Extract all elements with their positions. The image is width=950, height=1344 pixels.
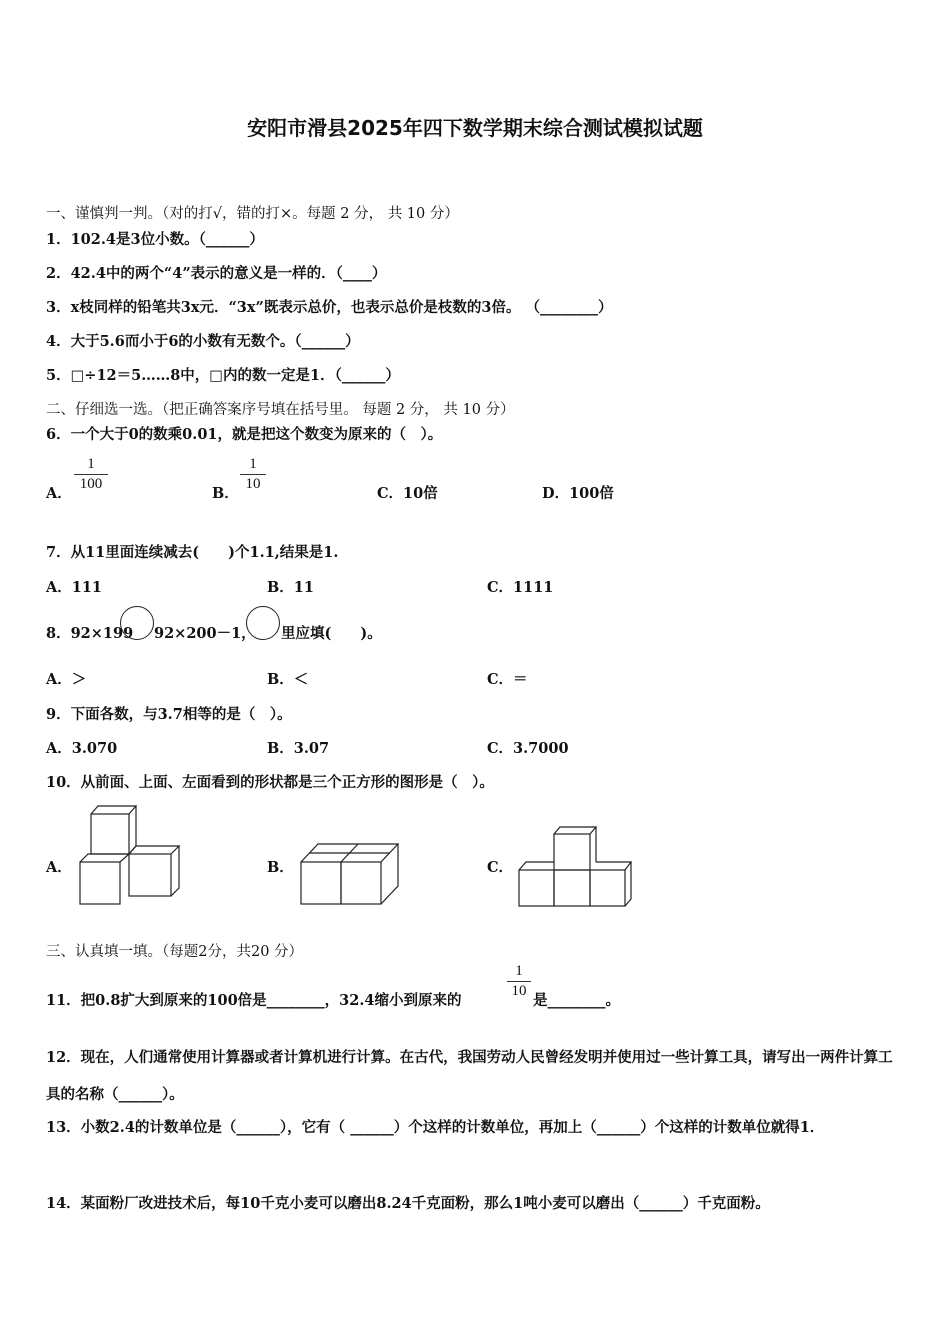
q7-option-c: C．1111 bbox=[487, 579, 554, 596]
question-14: 14．某面粉厂改进技术后，每10千克小麦可以磨出8.24千克面粉，那么1吨小麦可以磨出（______）千克面粉。 bbox=[46, 1195, 770, 1212]
q8-part3: 里应填( )。 bbox=[281, 625, 382, 642]
q6-option-d: D．100倍 bbox=[542, 485, 614, 502]
question-2: 2．42.4中的两个“4”表示的意义是一样的．（____） bbox=[46, 265, 387, 282]
question-3: 3．x枝同样的铅笔共3x元．“3x”既表示总价，也表示总价是枝数的3倍。 （________） bbox=[46, 299, 613, 316]
q9-option-c: C．3.7000 bbox=[487, 740, 569, 757]
question-1: 1．102.4是3位小数。（______） bbox=[46, 231, 264, 248]
q11-fraction bbox=[507, 963, 531, 1000]
page-title: 安阳市滑县2025年四下数学期末综合测试模拟试题 bbox=[247, 116, 703, 140]
section3-heading: 三、认真填一填。（每题2分，共20 分） bbox=[46, 944, 304, 960]
q6-option-a-fraction bbox=[74, 456, 108, 493]
q6-option-a-label: A． bbox=[46, 485, 72, 502]
q10-option-b-label: B． bbox=[267, 859, 294, 876]
fraction-denominator: 10 bbox=[511, 983, 527, 999]
question-10: 10．从前面、上面、左面看到的形状都是三个正方形的图形是（ ）。 bbox=[46, 774, 494, 791]
q7-option-b: B．11 bbox=[267, 579, 314, 596]
q8-option-b: B．＜ bbox=[267, 671, 309, 688]
fraction-bar bbox=[74, 474, 108, 475]
q8-option-c: C．＝ bbox=[487, 671, 528, 688]
q10-option-a-label: A． bbox=[46, 859, 72, 876]
q10-option-b-figure bbox=[298, 840, 404, 908]
q10-option-a-figure bbox=[76, 802, 186, 908]
q8-part1: 8．92×199 bbox=[46, 625, 134, 642]
q10-option-c-label: C． bbox=[487, 859, 514, 876]
q6-option-b-fraction bbox=[240, 456, 266, 493]
question-6: 6．一个大于0的数乘0.01，就是把这个数变为原来的（ ）。 bbox=[46, 426, 443, 443]
q7-option-a: A．111 bbox=[46, 579, 103, 596]
question-13: 13．小数2.4的计数单位是（______），它有（ ______）个这样的计数单位，再加上（______）个这样的计数单位就得1． bbox=[46, 1119, 825, 1136]
q9-option-b: B．3.07 bbox=[267, 740, 330, 757]
q8-blank-circle bbox=[120, 606, 154, 640]
fraction-numerator: 1 bbox=[515, 963, 523, 979]
question-5: 5．□÷12＝5……8中，□内的数一定是1．（______） bbox=[46, 367, 400, 384]
fraction-bar bbox=[240, 474, 266, 475]
q6-option-c: C．10倍 bbox=[377, 485, 438, 502]
q8-circle-symbol bbox=[246, 606, 280, 640]
question-4: 4．大于5.6而小于6的小数有无数个。（______） bbox=[46, 333, 360, 350]
fraction-denominator: 10 bbox=[245, 476, 261, 492]
fraction-numerator: 1 bbox=[249, 456, 257, 472]
question-12: 12．现在，人们通常使用计算器或者计算机进行计算。在古代，我国劳动人民曾经发明并使用过一些计算工具，请写出一两件计算工具的名称（______）。 bbox=[46, 1049, 893, 1103]
question-7: 7．从11里面连续减去( )个1.1,结果是1. bbox=[46, 544, 339, 561]
fraction-numerator: 1 bbox=[87, 456, 95, 472]
fraction-denominator: 100 bbox=[79, 476, 103, 492]
question-9: 9．下面各数，与3.7相等的是（ ）。 bbox=[46, 706, 292, 723]
q9-option-a: A．3.070 bbox=[46, 740, 118, 757]
q10-option-c-figure bbox=[516, 824, 638, 910]
q6-option-b-label: B． bbox=[212, 485, 239, 502]
q11-part2: 是________。 bbox=[533, 992, 620, 1009]
q8-part2: 92×200－1， bbox=[154, 625, 256, 642]
section2-heading: 二、仔细选一选。（把正确答案序号填在括号里。 每题 2 分， 共 10 分） bbox=[46, 402, 515, 418]
q8-option-a: A．＞ bbox=[46, 671, 87, 688]
q11-part1: 11．把0.8扩大到原来的100倍是________，32.4缩小到原来的 bbox=[46, 992, 462, 1009]
fraction-bar bbox=[507, 981, 531, 982]
section1-heading: 一、谨慎判一判。（对的打√，错的打×。每题 2 分， 共 10 分） bbox=[46, 206, 459, 222]
